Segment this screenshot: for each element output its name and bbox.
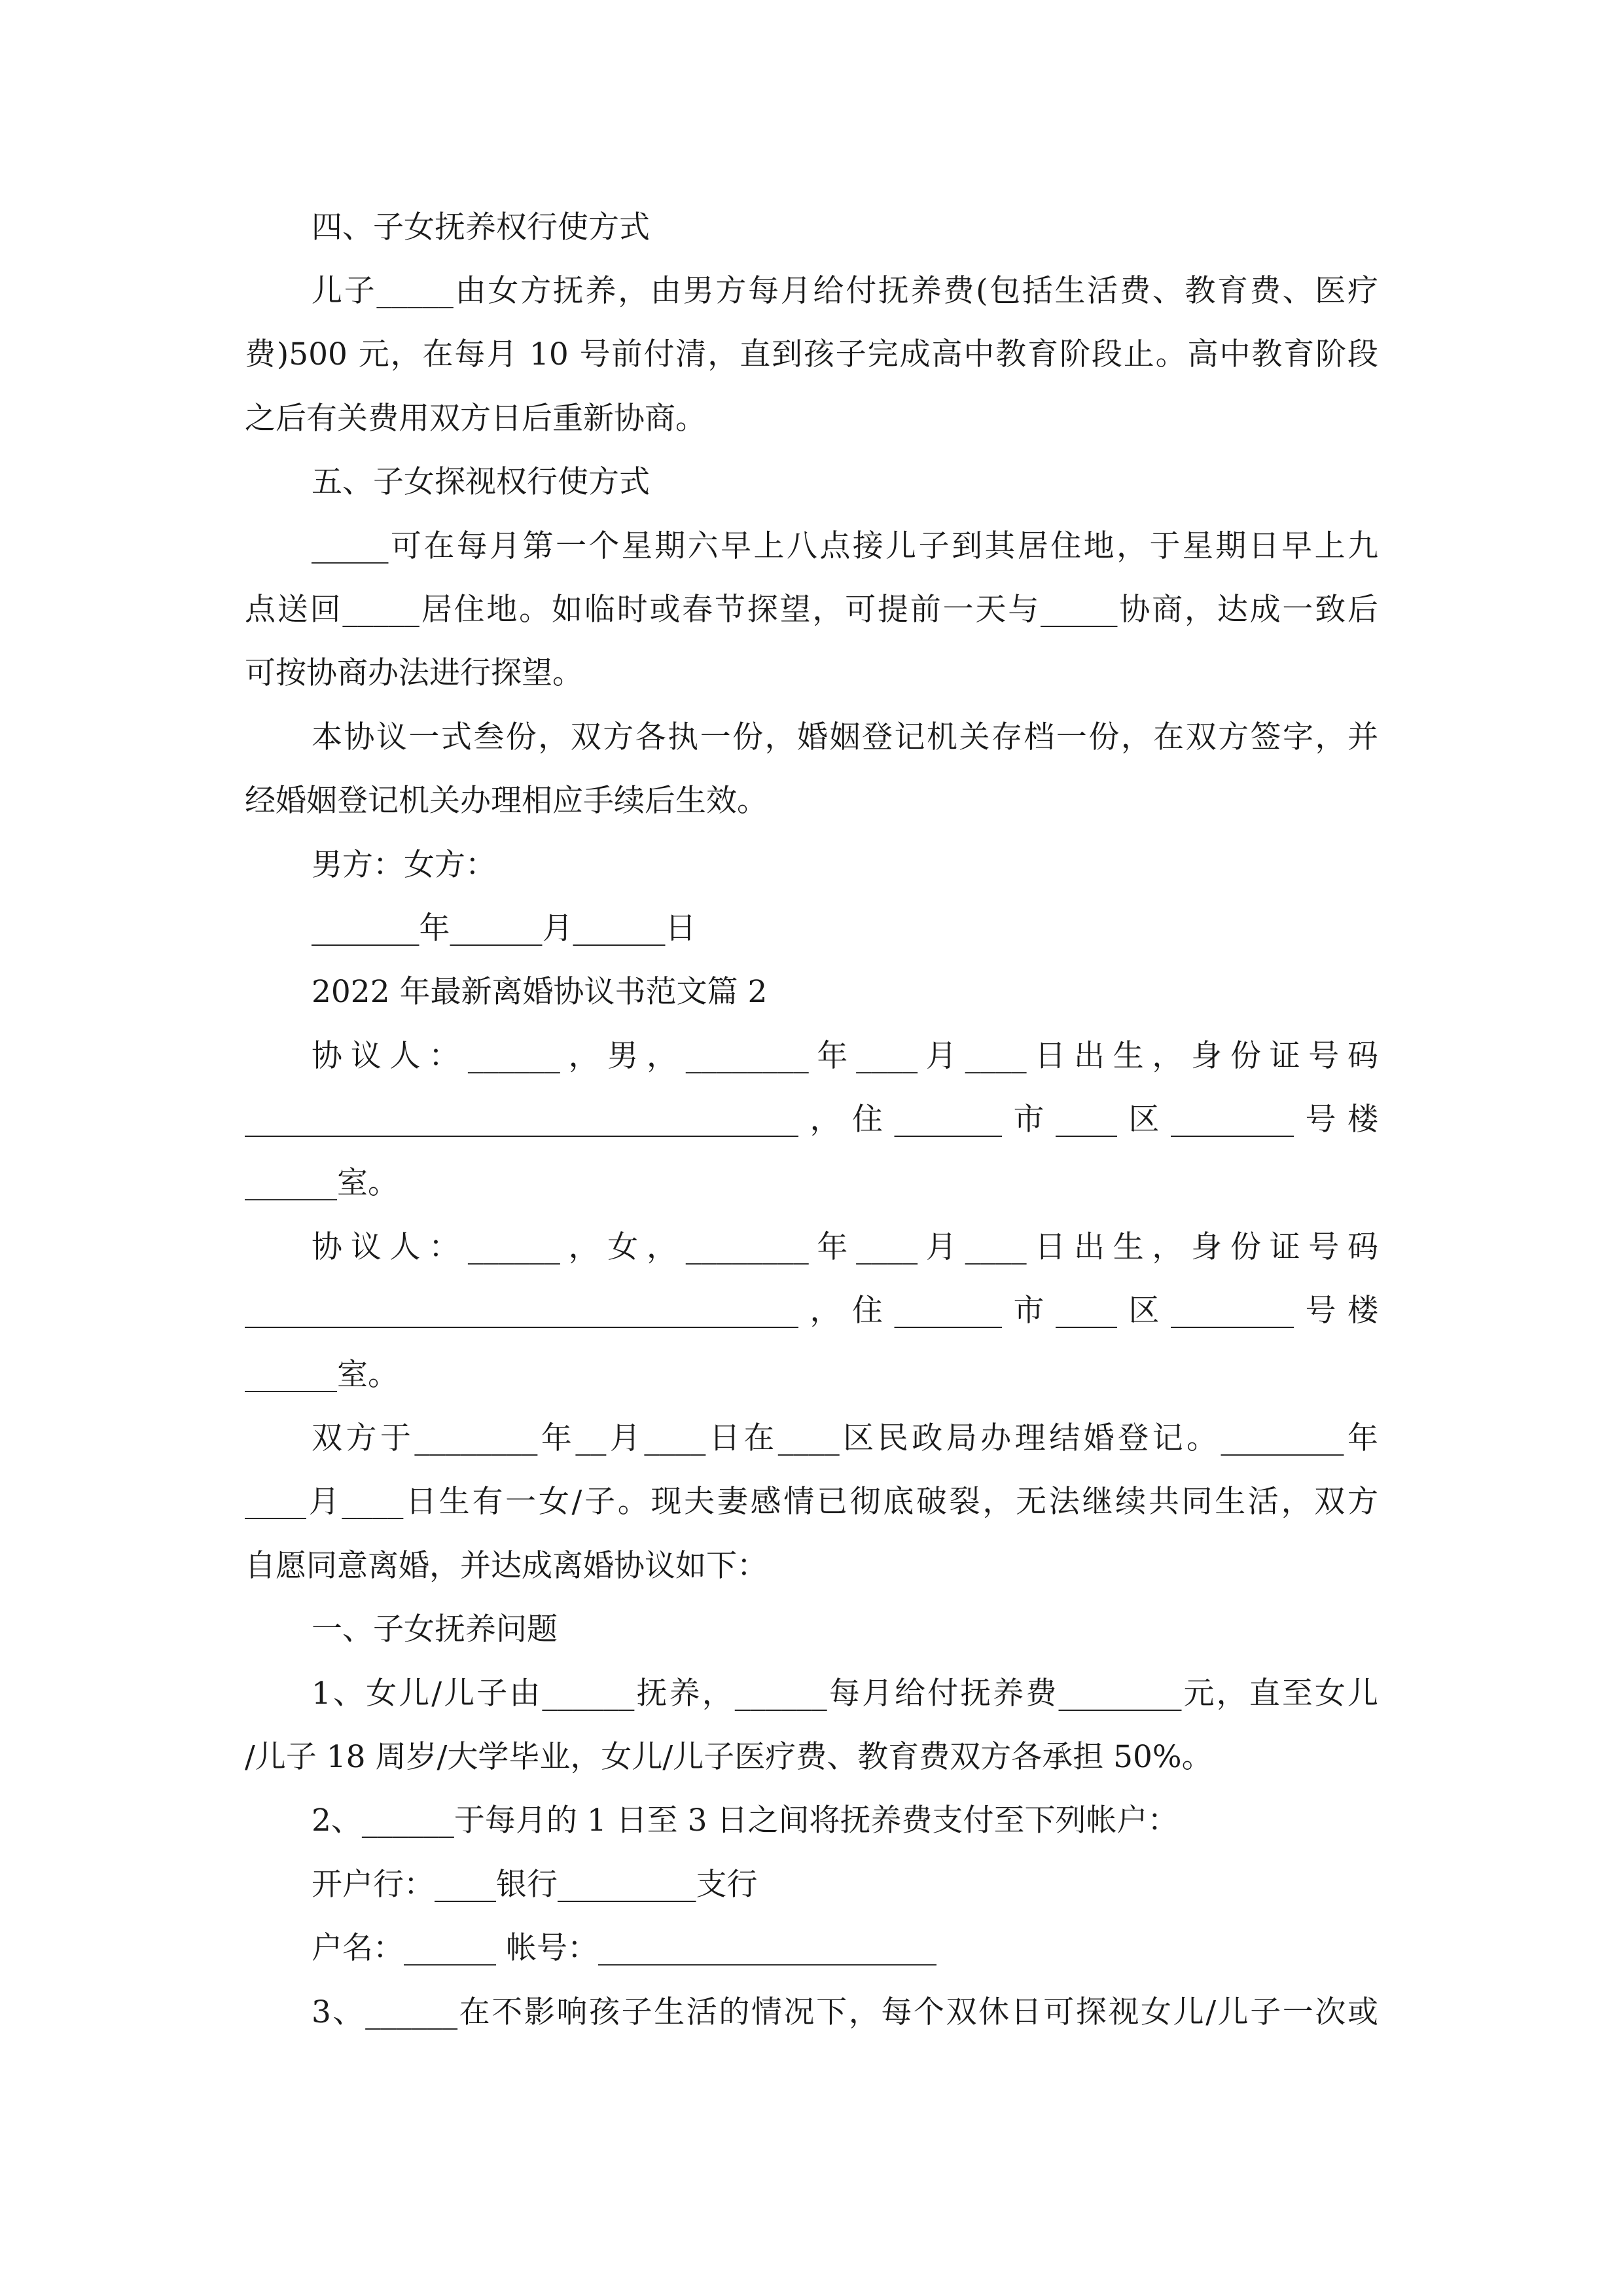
paragraph-line: 双方于________年__月____日在____区民政局办理结婚登记。________年 xyxy=(312,1420,1378,1456)
bank-line: 开户行：____银行_________支行 xyxy=(312,1867,758,1903)
paragraph-line: 费)500 元，在每月 10 号前付清，直到孩子完成高中教育阶段止。高中教育阶段 xyxy=(245,336,1378,372)
account-line: 户名：______ 帐号：______________________ xyxy=(312,1930,936,1966)
paragraph-line: /儿子 18 周岁/大学毕业，女儿/儿子医疗费、教育费双方各承担 50%。 xyxy=(245,1739,1213,1775)
paragraph-line: ____月____日生有一女/子。现夫妻感情已彻底破裂，无法继续共同生活，双方 xyxy=(245,1484,1378,1520)
signature-parties: 男方：女方： xyxy=(312,847,496,883)
paragraph-line: 儿子_____由女方抚养，由男方每月给付抚养费(包括生活费、教育费、医疗 xyxy=(312,273,1378,309)
paragraph-line: 经婚姻登记机关办理相应手续后生效。 xyxy=(245,783,768,819)
signature-date: _______年______月______日 xyxy=(312,910,696,946)
paragraph-line: 可按协商办法进行探望。 xyxy=(245,655,583,691)
paragraph-line: 自愿同意离婚，并达成离婚协议如下： xyxy=(245,1548,768,1584)
paragraph-line: 3、______在不影响孩子生活的情况下，每个双休日可探视女儿/儿子一次或 xyxy=(312,1994,1378,2030)
section-heading-custody-rights: 四、子女抚养权行使方式 xyxy=(312,209,650,245)
party-line: ______室。 xyxy=(245,1357,399,1393)
party-line: ____________________________________，住_______市____区________号楼 xyxy=(245,1293,1378,1329)
section-heading-visitation-rights: 五、子女探视权行使方式 xyxy=(312,464,650,500)
party-line: ____________________________________，住_______市____区________号楼 xyxy=(245,1102,1378,1138)
paragraph-line: 本协议一式叁份，双方各执一份，婚姻登记机关存档一份，在双方签字，并 xyxy=(312,719,1378,755)
paragraph-line: 点送回_____居住地。如临时或春节探望，可提前一天与_____协商，达成一致后 xyxy=(245,592,1378,628)
paragraph-line: 1、女儿/儿子由______抚养，______每月给付抚养费________元，直至女儿 xyxy=(312,1676,1378,1712)
section-heading-child-support: 一、子女抚养问题 xyxy=(312,1611,558,1647)
party-line: 协议人：______，男，________年____月____日出生，身份证号码 xyxy=(312,1038,1378,1074)
paragraph-line: _____可在每月第一个星期六早上八点接儿子到其居住地，于星期日早上九 xyxy=(312,528,1378,564)
party-line: 协议人：______，女，________年____月____日出生，身份证号码 xyxy=(312,1229,1378,1265)
party-line: ______室。 xyxy=(245,1165,399,1201)
paragraph-line: 2、______于每月的 1 日至 3 日之间将抚养费支付至下列帐户： xyxy=(312,1803,1179,1839)
article-title: 2022 年最新离婚协议书范文篇 2 xyxy=(312,974,768,1010)
paragraph-line: 之后有关费用双方日后重新协商。 xyxy=(245,401,706,437)
